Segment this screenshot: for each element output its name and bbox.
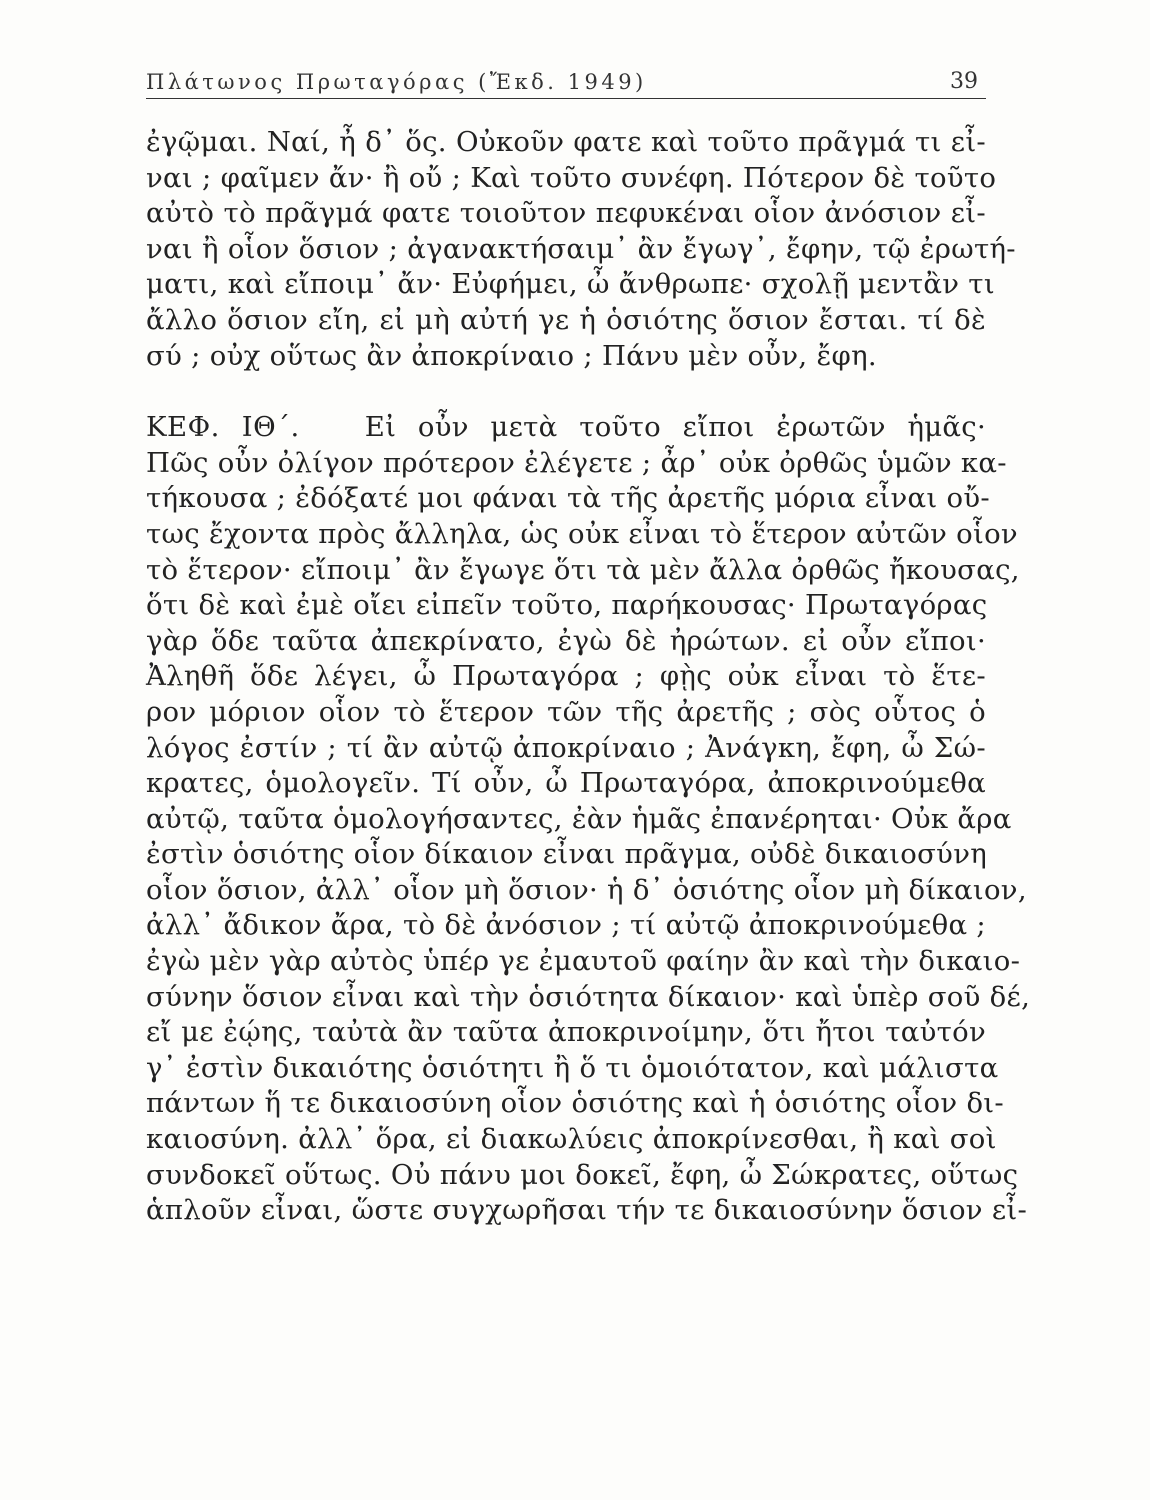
text-line: Πῶς οὖν ὀλίγον πρότερον ἐλέγετε ; ἆρ᾽ οὐκ ὀρθῶς ὑμῶν κα- bbox=[146, 446, 1007, 479]
text-line: τήκουσα ; ἐδόξατέ μοι φάναι τὰ τῆς ἀρετῆς μόρια εἶναι οὔ- bbox=[146, 482, 990, 515]
text-line: ματι, καὶ εἴποιμ᾽ ἄν· Εὐφήμει, ὦ ἄνθρωπε· σχολῇ μεντἂν τι bbox=[146, 268, 995, 301]
text-line: ναι ἢ οἷον ὅσιον ; ἀγανακτήσαιμ᾽ ἂν ἔγωγ᾽, ἔφην, τῷ ἐρωτή- bbox=[146, 232, 1016, 265]
paragraph-gap bbox=[146, 374, 986, 410]
text-line: σύνην ὅσιον εἶναι καὶ τὴν ὁσιότητα δίκαιον· καὶ ὑπὲρ σοῦ δέ, bbox=[146, 980, 1031, 1013]
text-line: ἐγὼ μὲν γὰρ αὐτὸς ὑπέρ γε ἐμαυτοῦ φαίην ἂν καὶ τὴν δικαιο- bbox=[146, 945, 1021, 978]
paragraph bbox=[146, 410, 1031, 1229]
page-header bbox=[146, 58, 986, 99]
text-line: κρατες, ὁμολογεῖν. Τί οὖν, ὦ Πρωταγόρα, ἀποκρινούμεθα bbox=[146, 767, 986, 800]
text-line: ἐστὶν ὁσιότης οἷον δίκαιον εἶναι πρᾶγμα, οὐδὲ δικαιοσύνη bbox=[146, 838, 987, 871]
text-line: λόγος ἐστίν ; τί ἂν αὐτῷ ἀποκρίναιο ; Ἀνάγκη, ἔφη, ὦ Σώ- bbox=[146, 731, 986, 764]
book-page bbox=[146, 58, 1031, 1229]
text-line-rest: Εἰ οὖν μετὰ τοῦτο εἴποι ἐρωτῶν ἡμᾶς· bbox=[364, 411, 987, 444]
text-line: ναι ; φαῖμεν ἄν· ἢ οὔ ; Καὶ τοῦτο συνέφη. Πότερον δὲ τοῦτο bbox=[146, 161, 997, 194]
text-line: οἷον ὅσιον, ἀλλ᾽ οἷον μὴ ὅσιον· ἡ δ᾽ ὁσιότης οἷον μὴ δίκαιον, bbox=[146, 873, 1027, 906]
text-line: συνδοκεῖ οὕτως. Οὐ πάνυ μοι δοκεῖ, ἔφη, ὦ Σώκρατες, οὕτως bbox=[146, 1158, 1019, 1191]
text-line: σύ ; οὐχ οὕτως ἂν ἀποκρίναιο ; Πάνυ μὲν οὖν, ἔφη. bbox=[146, 339, 877, 372]
text-line: καιοσύνη. ἀλλ᾽ ὅρα, εἰ διακωλύεις ἀποκρίνεσθαι, ἢ καὶ σοὶ bbox=[146, 1123, 997, 1156]
text-line: εἴ με ἐῴης, ταὐτὰ ἂν ταῦτα ἀποκρινοίμην, ὅτι ἤτοι ταὐτόν bbox=[146, 1016, 986, 1049]
text-line: ὅτι δὲ καὶ ἐμὲ οἴει εἰπεῖν τοῦτο, παρήκουσας· Πρωταγόρας bbox=[146, 589, 988, 622]
page-number: 39 bbox=[950, 69, 978, 94]
text-line: τως ἔχοντα πρὸς ἄλληλα, ὡς οὐκ εἶναι τὸ ἕτερον αὐτῶν οἷον bbox=[146, 517, 1018, 550]
text-line: αὐτὸ τὸ πρᾶγμά φατε τοιοῦτον πεφυκέναι οἷον ἀνόσιον εἶ- bbox=[146, 197, 986, 230]
main-text bbox=[146, 125, 1031, 1229]
text-line: ἄλλο ὅσιον εἴη, εἰ μὴ αὐτή γε ἡ ὁσιότης ὅσιον ἔσται. τί δὲ bbox=[146, 303, 986, 336]
text-line: ἀλλ᾽ ἄδικον ἄρα, τὸ δὲ ἀνόσιον ; τί αὐτῷ ἀποκρινούμεθα ; bbox=[146, 909, 986, 942]
text-line: γὰρ ὅδε ταῦτα ἀπεκρίνατο, ἐγὼ δὲ ἠρώτων. εἰ οὖν εἴποι· bbox=[146, 624, 986, 657]
chapter-heading: ΚΕΦ. ΙΘ΄. bbox=[146, 411, 300, 444]
text-line: πάντων ἥ τε δικαιοσύνη οἷον ὁσιότης καὶ ἡ ὁσιότης οἷον δι- bbox=[146, 1087, 1004, 1120]
text-line: γ᾽ ἐστὶν δικαιότης ὁσιότητι ἢ ὅ τι ὁμοιότατον, καὶ μάλιστα bbox=[146, 1051, 999, 1084]
paragraph bbox=[146, 125, 1016, 374]
text-line: ἁπλοῦν εἶναι, ὥστε συγχωρῆσαι τήν τε δικαιοσύνην ὅσιον εἶ- bbox=[146, 1194, 1028, 1227]
text-line: ἐγῷμαι. Ναί, ἦ δ᾽ ὅς. Οὐκοῦν φατε καὶ τοῦτο πρᾶγμά τι εἶ- bbox=[146, 126, 986, 158]
chapter-first-line bbox=[146, 410, 986, 446]
text-line: τὸ ἕτερον· εἴποιμ᾽ ἂν ἔγωγε ὅτι τὰ μὲν ἄλλα ὀρθῶς ἤκουσας, bbox=[146, 553, 1020, 586]
running-title: Πλάτωνος Πρωταγόρας (Ἔκδ. 1949) bbox=[146, 70, 647, 94]
text-line: ρον μόριον οἷον τὸ ἕτερον τῶν τῆς ἀρετῆς ; σὸς οὗτος ὁ bbox=[146, 695, 986, 728]
text-line: Ἀληθῆ ὅδε λέγει, ὦ Πρωταγόρα ; φῂς οὐκ εἶναι τὸ ἕτε- bbox=[146, 660, 986, 693]
text-line: αὐτῷ, ταῦτα ὁμολογήσαντες, ἐὰν ἡμᾶς ἐπανέρηται· Οὐκ ἄρα bbox=[146, 802, 1012, 835]
